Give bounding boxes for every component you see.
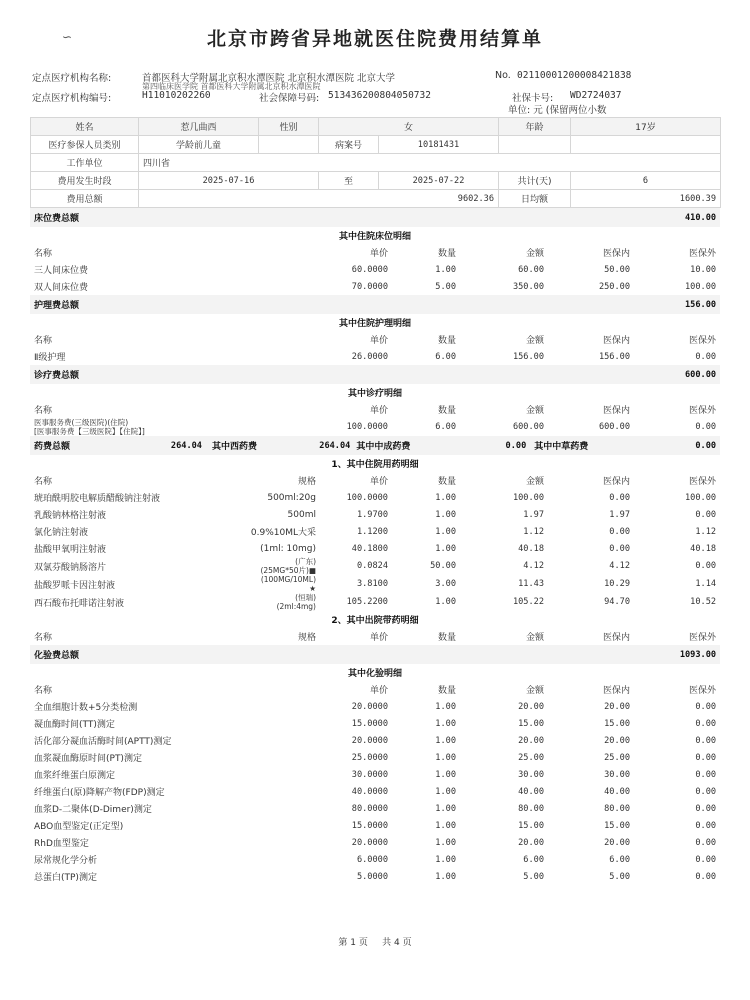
item-qty: 1.00: [435, 526, 456, 537]
item-in: 10.29: [604, 579, 630, 589]
item-in: 40.00: [604, 786, 630, 797]
drug-total-label: 药费总额: [34, 442, 71, 452]
item-qty: 1.00: [435, 854, 456, 865]
period-end: 2025-07-22: [379, 172, 499, 190]
item-name: 氯化钠注射液: [34, 528, 89, 538]
item-out: 0.00: [695, 854, 717, 865]
item-qty: 1.00: [435, 701, 456, 712]
item-spec: [240, 593, 320, 611]
item-name-line1: 医事服务费(三级医院)(住院): [34, 418, 129, 427]
discharge-drug-title: 2、其中出院带药明细: [331, 616, 419, 626]
item-qty: 6.00: [435, 351, 456, 362]
item-qty: 50.00: [430, 561, 456, 571]
item-qty: 1.00: [435, 735, 456, 746]
item-out: 0.00: [695, 509, 717, 520]
item-qty: 1.00: [435, 803, 456, 814]
item-spec: 500ml:20g: [267, 492, 316, 503]
bed-total-row: [30, 208, 720, 227]
item-name: 凝血酶时间(TT)测定: [34, 720, 115, 730]
item-amount: 1.12: [523, 526, 544, 537]
item-out: 100.00: [685, 281, 717, 292]
bed-total: 410.00: [240, 208, 720, 227]
table-row: [30, 851, 720, 868]
patent-label: 其中中成药费: [356, 442, 411, 452]
column-header-row: [30, 472, 720, 489]
item-amount: 20.00: [518, 701, 544, 712]
fee-detail-table: [30, 208, 720, 885]
total-label: 费用总额: [31, 190, 139, 208]
daily-amount: 1600.39: [571, 190, 721, 208]
col-out: 医保外: [689, 336, 717, 346]
social-card-label: 社会保障号码:: [259, 93, 320, 104]
item-in: 50.00: [604, 264, 630, 275]
item-in: 4.12: [609, 561, 630, 571]
work-unit-label: 工作单位: [31, 154, 139, 172]
col-price: 单价: [369, 477, 388, 487]
item-amount: 20.00: [518, 837, 544, 848]
item-qty: 1.00: [435, 837, 456, 848]
item-amount: 105.22: [512, 597, 544, 607]
col-in: 医保内: [602, 336, 630, 346]
item-amount: 100.00: [512, 492, 544, 503]
col-out: 医保外: [689, 406, 717, 416]
col-out: 医保外: [689, 249, 717, 259]
case-no-label: 病案号: [319, 136, 379, 154]
item-amount: 15.00: [518, 718, 544, 729]
item-amount: 6.00: [523, 854, 544, 865]
item-name: 盐酸罗哌卡因注射液: [34, 580, 116, 591]
item-spec-line1: (恒瑞): [295, 593, 316, 602]
item-name: ABO血型鉴定(正定型): [34, 822, 124, 832]
case-no: 10181431: [379, 136, 499, 154]
patient-gender: 女: [319, 118, 499, 136]
item-amount: 4.12: [523, 561, 544, 571]
item-qty: 1.00: [435, 752, 456, 763]
insurance-card: WD2724037: [570, 90, 622, 101]
item-price: 25.0000: [351, 752, 388, 763]
social-card: 513436200804050732: [328, 90, 431, 101]
document-title: 北京市跨省异地就医住院费用结算单: [206, 28, 543, 50]
col-in: 医保内: [602, 477, 630, 487]
item-price: 0.0824: [356, 561, 388, 571]
doc-no-label: No.: [495, 70, 511, 81]
item-amount: 40.00: [518, 786, 544, 797]
total-amount: 9602.36: [139, 190, 499, 208]
col-qty: 数量: [437, 477, 456, 487]
col-amount: 金额: [525, 336, 544, 346]
western-label: 其中西药费: [211, 442, 257, 452]
table-row: [30, 783, 720, 800]
item-price: 60.0000: [351, 264, 388, 275]
col-name: 名称: [34, 686, 53, 696]
bed-section-title: 其中住院床位明细: [339, 232, 412, 242]
item-spec-line1: (100MG/10ML): [260, 575, 316, 584]
item-out: 1.12: [695, 526, 717, 537]
col-spec: 规格: [297, 477, 316, 487]
treatment-total: 600.00: [240, 365, 720, 384]
item-in: 20.00: [604, 735, 630, 746]
column-header-row: [30, 628, 720, 645]
item-in: 30.00: [604, 769, 630, 780]
item-name: 乳酸钠林格注射液: [34, 511, 107, 521]
work-unit: 四川省: [139, 154, 721, 172]
column-header-row: [30, 401, 720, 418]
patent-total: 0.00: [505, 440, 527, 451]
treatment-total-row: [30, 365, 720, 384]
item-spec-line2: (25MG*50片)■: [260, 566, 316, 575]
item-name: [30, 418, 240, 436]
hospital-name: 首都医科大学附属北京积水潭医院 北京积水潭医院 北京大学: [142, 73, 396, 84]
col-in: 医保内: [602, 686, 630, 696]
item-out: 0.00: [695, 718, 717, 729]
col-in: 医保内: [602, 406, 630, 416]
item-amount: 1.97: [523, 509, 544, 520]
item-spec: [240, 575, 320, 593]
item-name: RhD血型鉴定: [34, 839, 89, 849]
col-out: 医保外: [689, 477, 717, 487]
item-name: 血浆纤维蛋白原测定: [34, 771, 116, 781]
lab-total-row: [30, 645, 720, 664]
col-price: 单价: [369, 249, 388, 259]
item-price: 100.0000: [346, 422, 388, 432]
item-amount: 15.00: [518, 820, 544, 831]
col-amount: 金额: [525, 686, 544, 696]
item-out: 0.00: [695, 820, 717, 831]
item-out: 10.52: [690, 597, 717, 607]
doc-no: 02110001200008421838: [517, 70, 632, 81]
item-name: 西石酸布托啡诺注射液: [34, 598, 125, 609]
col-amount: 金额: [525, 249, 544, 259]
name-label: 姓名: [31, 118, 139, 136]
table-row: [30, 800, 720, 817]
col-price: 单价: [369, 406, 388, 416]
western-total: 264.04: [319, 440, 351, 451]
item-in: 6.00: [609, 854, 630, 865]
lab-total-label: 化验费总额: [30, 645, 240, 664]
col-qty: 数量: [437, 406, 456, 416]
item-in: 156.00: [598, 351, 630, 362]
item-amount: 30.00: [518, 769, 544, 780]
lab-total: 1093.00: [240, 645, 720, 664]
item-amount: 600.00: [512, 422, 544, 432]
item-qty: 1.00: [435, 786, 456, 797]
col-amount: 金额: [525, 633, 544, 643]
col-name: 名称: [34, 336, 53, 346]
item-amount: 60.00: [518, 264, 544, 275]
table-row: [30, 834, 720, 851]
hospital-name-label: 定点医疗机构名称:: [32, 73, 112, 84]
item-spec-line1: (广东): [295, 557, 316, 566]
gender-label: 性别: [259, 118, 319, 136]
table-row: [30, 749, 720, 766]
col-amount: 金额: [525, 477, 544, 487]
corner-mark: ∽: [62, 30, 73, 44]
item-in: 80.00: [604, 803, 630, 814]
col-price: 单价: [369, 686, 388, 696]
treatment-section-title: 其中诊疗明细: [348, 389, 403, 399]
period-start: 2025-07-16: [139, 172, 319, 190]
item-out: 100.00: [685, 492, 717, 503]
item-price: 40.0000: [351, 786, 388, 797]
item-out: 0.00: [695, 351, 717, 362]
item-price: 5.0000: [356, 871, 388, 882]
item-out: 0.00: [695, 422, 717, 432]
item-in: 600.00: [598, 422, 630, 432]
item-in: 20.00: [604, 837, 630, 848]
item-qty: 1.00: [435, 492, 456, 503]
days: 6: [571, 172, 721, 190]
daily-label: 日均额: [499, 190, 571, 208]
item-name: 全血细胞计数+5分类检测: [34, 703, 138, 713]
item-qty: 1.00: [435, 718, 456, 729]
col-qty: 数量: [437, 686, 456, 696]
item-in: 0.00: [609, 543, 630, 554]
item-price: 100.0000: [346, 492, 388, 503]
item-in: 5.00: [609, 871, 630, 882]
item-qty: 1.00: [435, 597, 456, 607]
bed-total-label: 床位费总额: [30, 208, 240, 227]
item-price: 40.1800: [351, 543, 388, 554]
insurance-card-label: 社保卡号:: [512, 93, 554, 104]
item-out: 40.18: [690, 543, 717, 554]
table-row: [30, 540, 720, 557]
col-spec: 规格: [297, 633, 316, 643]
table-row: [30, 575, 720, 593]
item-out: 0.00: [695, 769, 717, 780]
hospital-name-sub: 第四临床医学院 首都医科大学附属北京积水潭医院: [142, 82, 321, 91]
item-name: Ⅱ级护理: [34, 353, 66, 363]
item-qty: 1.00: [435, 543, 456, 554]
days-label: 共计(天): [499, 172, 571, 190]
item-price: 26.0000: [351, 351, 388, 362]
patient-info: [30, 117, 720, 885]
nursing-total: 156.00: [240, 295, 720, 314]
patient-category: 学龄前儿童: [139, 136, 259, 154]
item-spec: 500ml: [287, 509, 316, 520]
treatment-total-label: 诊疗费总额: [30, 365, 240, 384]
item-price: 80.0000: [351, 803, 388, 814]
col-qty: 数量: [437, 633, 456, 643]
table-row: [30, 278, 720, 295]
item-qty: 1.00: [435, 264, 456, 275]
item-price: 30.0000: [351, 769, 388, 780]
table-row: [30, 557, 720, 575]
item-spec-line2: (2ml:4mg): [276, 602, 316, 611]
inpatient-drug-title: 1、其中住院用药明细: [331, 460, 419, 470]
col-in: 医保内: [602, 633, 630, 643]
col-in: 医保内: [602, 249, 630, 259]
item-name: 总蛋白(TP)测定: [34, 873, 97, 883]
item-amount: 5.00: [523, 871, 544, 882]
item-price: 6.0000: [356, 854, 388, 865]
col-out: 医保外: [689, 633, 717, 643]
col-price: 单价: [369, 336, 388, 346]
item-amount: 80.00: [518, 803, 544, 814]
item-amount: 25.00: [518, 752, 544, 763]
item-price: 20.0000: [351, 837, 388, 848]
unit-note: 单位: 元 (保留两位小数: [508, 105, 607, 116]
table-row: [30, 732, 720, 749]
table-row: [30, 506, 720, 523]
patient-age: 17岁: [571, 118, 721, 136]
item-in: 1.97: [609, 509, 630, 520]
item-name: 三人间床位费: [34, 266, 89, 276]
item-price: 70.0000: [351, 281, 388, 292]
table-row: [30, 715, 720, 732]
item-name: 尿常规化学分析: [34, 856, 98, 866]
item-name: 双人间床位费: [34, 283, 89, 293]
table-row: [30, 523, 720, 540]
item-name-line2: [医事服务费【三级医院】【住院】]: [34, 427, 145, 436]
hospital-code-label: 定点医疗机构编号:: [32, 93, 112, 104]
column-header-row: [30, 681, 720, 698]
item-amount: 156.00: [512, 351, 544, 362]
item-in: 15.00: [604, 820, 630, 831]
lab-section-title: 其中化验明细: [348, 669, 403, 679]
table-row: [30, 766, 720, 783]
total-pages: 共 4 页: [382, 938, 412, 948]
item-out: 0.00: [695, 701, 717, 712]
item-name: 琥珀酰明胶电解质醋酸钠注射液: [34, 494, 161, 504]
item-spec: (1ml: 10mg): [260, 543, 316, 554]
item-price: 1.1200: [356, 526, 388, 537]
item-amount: 350.00: [512, 281, 544, 292]
drug-total: 264.04: [170, 440, 202, 451]
item-price: 20.0000: [351, 701, 388, 712]
drug-total-row: [30, 436, 720, 455]
column-header-row: [30, 244, 720, 261]
table-row: [30, 261, 720, 278]
column-header-row: [30, 331, 720, 348]
table-row: [30, 489, 720, 506]
page-footer: [0, 935, 750, 948]
col-name: 名称: [34, 406, 53, 416]
item-out: 0.00: [695, 871, 717, 882]
item-name: 纤维蛋白(原)降解产物(FDP)测定: [34, 788, 165, 798]
col-name: 名称: [34, 249, 53, 259]
item-name: 活化部分凝血活酶时间(APTT)测定: [34, 737, 172, 747]
item-price: 3.8100: [356, 579, 388, 589]
item-qty: 1.00: [435, 820, 456, 831]
table-row: [30, 868, 720, 885]
item-spec: [240, 557, 320, 575]
item-amount: 11.43: [518, 579, 544, 589]
item-qty: 3.00: [435, 579, 456, 589]
item-out: 0.00: [695, 803, 717, 814]
item-in: 25.00: [604, 752, 630, 763]
item-amount: 20.00: [518, 735, 544, 746]
item-name: 双氯芬酸钠肠溶片: [34, 562, 107, 573]
nursing-total-row: [30, 295, 720, 314]
period-to: 至: [319, 172, 379, 190]
col-name: 名称: [34, 477, 53, 487]
category-label: 医疗参保人员类别: [31, 136, 139, 154]
col-qty: 数量: [437, 249, 456, 259]
item-out: 0.00: [695, 786, 717, 797]
table-row: [30, 348, 720, 365]
table-row: [30, 418, 720, 436]
table-row: [30, 698, 720, 715]
item-out: 0.00: [695, 561, 717, 571]
item-spec: 0.9%10ML大采: [250, 528, 316, 538]
item-price: 105.2200: [346, 597, 388, 607]
nursing-section-title: 其中住院护理明细: [339, 319, 412, 329]
item-spec-line2: ★: [309, 584, 316, 593]
table-row: [30, 817, 720, 834]
col-amount: 金额: [525, 406, 544, 416]
page-number: 第 1 页: [338, 938, 368, 948]
item-in: 20.00: [604, 701, 630, 712]
item-in: 94.70: [604, 597, 630, 607]
item-price: 1.9700: [356, 509, 388, 520]
herbal-label: 其中中草药费: [534, 442, 589, 452]
item-qty: 1.00: [435, 769, 456, 780]
patient-name: 惹几曲西: [139, 118, 259, 136]
item-qty: 1.00: [435, 509, 456, 520]
item-out: 1.14: [695, 579, 717, 589]
item-qty: 5.00: [435, 281, 456, 292]
age-label: 年龄: [499, 118, 571, 136]
item-name: 血浆凝血酶原时间(PT)测定: [34, 754, 142, 764]
item-qty: 6.00: [435, 422, 456, 432]
item-name: 盐酸甲氧明注射液: [34, 545, 107, 555]
item-name: 血浆D-二聚体(D-Dimer)测定: [34, 805, 152, 815]
item-out: 0.00: [695, 752, 717, 763]
table-row: [30, 593, 720, 611]
item-out: 10.00: [690, 264, 717, 275]
nursing-total-label: 护理费总额: [30, 295, 240, 314]
item-price: 15.0000: [351, 718, 388, 729]
col-name: 名称: [34, 633, 53, 643]
item-in: 250.00: [598, 281, 630, 292]
col-out: 医保外: [689, 686, 717, 696]
item-price: 20.0000: [351, 735, 388, 746]
col-price: 单价: [369, 633, 388, 643]
period-label: 费用发生时段: [31, 172, 139, 190]
herbal-total: 0.00: [695, 440, 717, 451]
item-price: 15.0000: [351, 820, 388, 831]
item-out: 0.00: [695, 735, 717, 746]
col-qty: 数量: [437, 336, 456, 346]
item-amount: 40.18: [518, 543, 544, 554]
item-in: 0.00: [609, 526, 630, 537]
item-qty: 1.00: [435, 871, 456, 882]
item-in: 15.00: [604, 718, 630, 729]
hospital-code: H11010202260: [142, 90, 211, 101]
item-out: 0.00: [695, 837, 717, 848]
item-in: 0.00: [609, 492, 630, 503]
